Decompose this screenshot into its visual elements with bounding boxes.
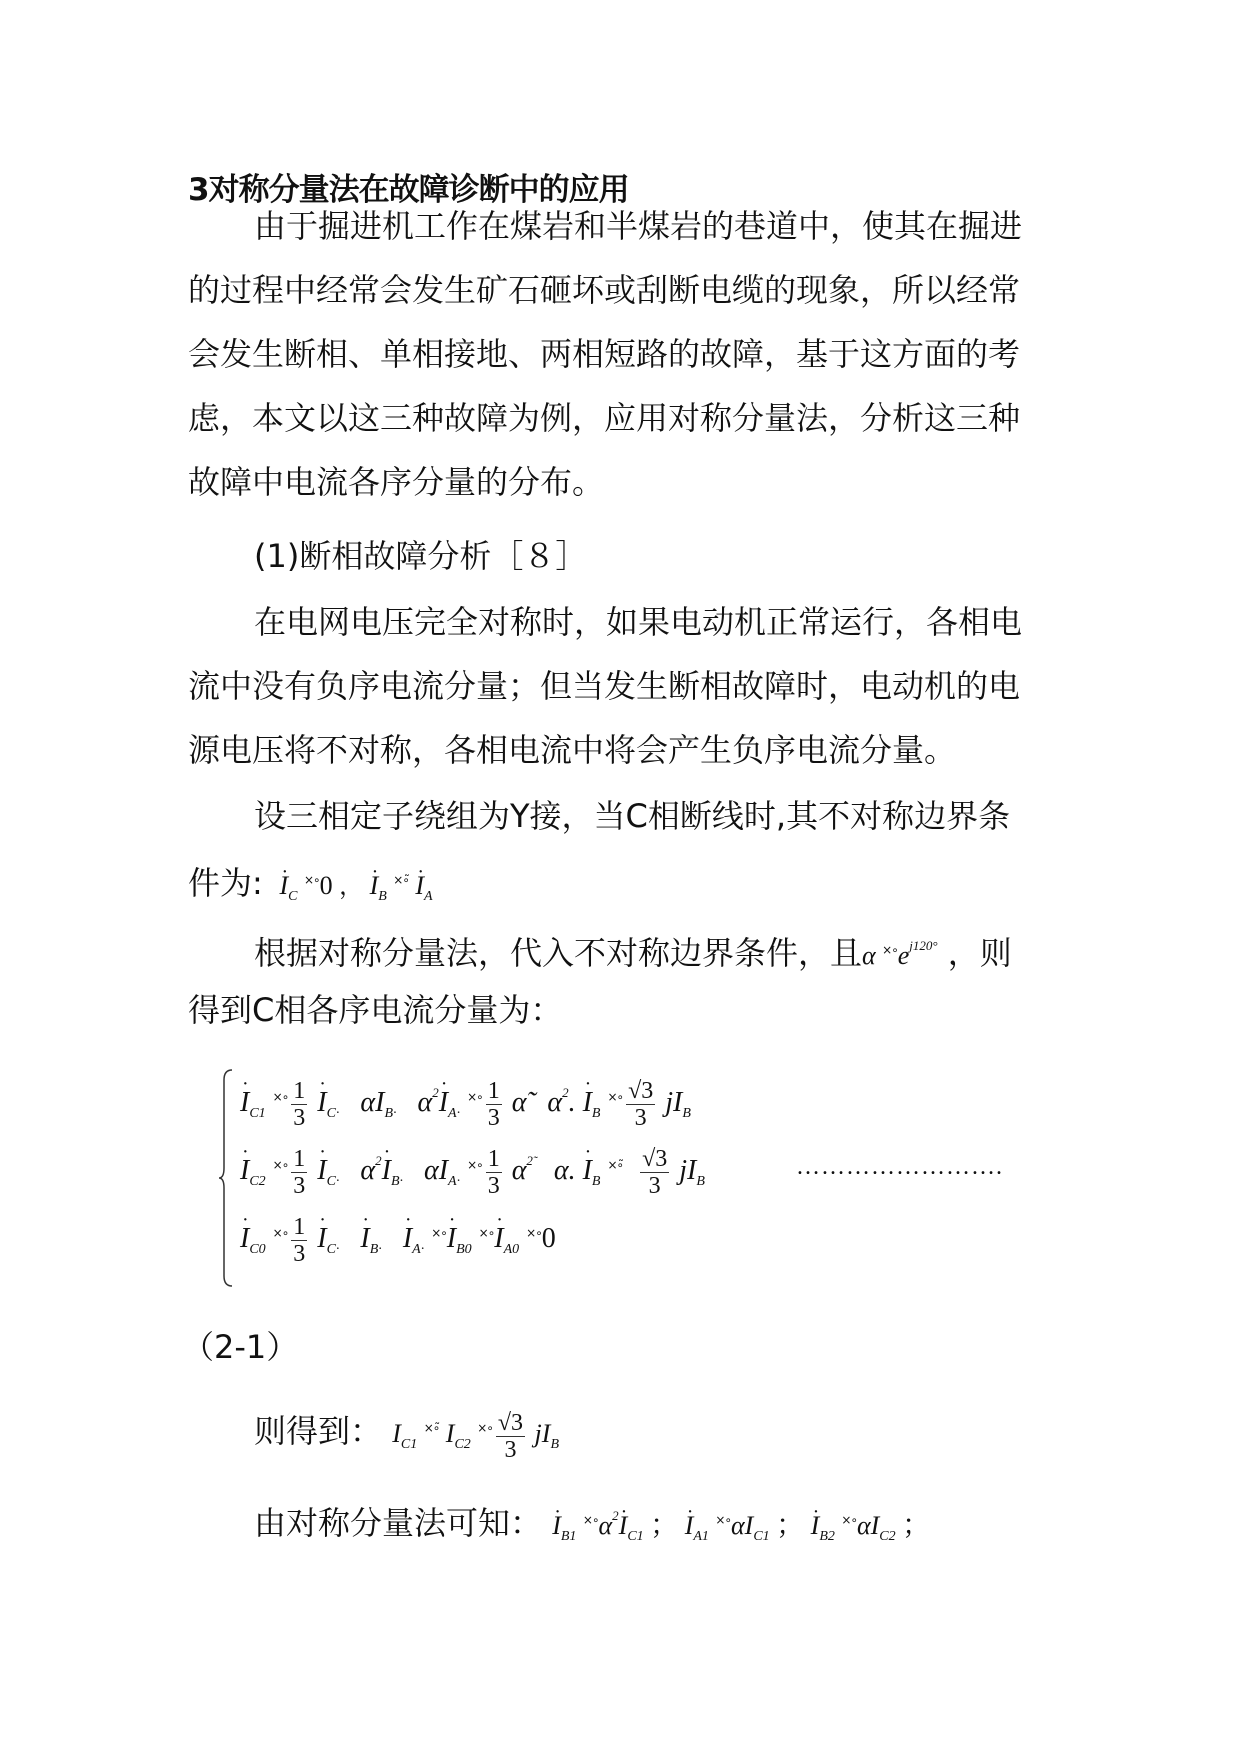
subscript: C [288, 889, 298, 904]
text-prefix: 则得到： [254, 1412, 383, 1450]
exponent: 2 [432, 1084, 439, 1100]
var: · I [382, 1155, 391, 1187]
denominator: 3 [293, 1173, 306, 1199]
intro-paragraph [188, 194, 1058, 514]
subscript: B [378, 889, 387, 904]
equals-glyph: ×∘̃ [423, 1421, 440, 1435]
var: · I [439, 1087, 448, 1119]
equals-glyph: ×∘ [841, 1513, 857, 1527]
subscript: C1 [400, 1437, 418, 1452]
subscript: C1 [627, 1529, 644, 1544]
denominator: 3 [504, 1436, 517, 1463]
var: jI [534, 1419, 551, 1448]
equals-glyph: ×∘ [607, 1089, 624, 1104]
exponent: 2̃ [526, 1152, 533, 1168]
equals-glyph: ×∘ [526, 1225, 542, 1240]
equation-number: （2-1） [182, 1328, 299, 1366]
subscript: A [424, 889, 433, 904]
equals-glyph: ×∘ [477, 1421, 493, 1435]
alpha: α [862, 941, 876, 970]
subscript: B2 [819, 1529, 835, 1544]
text-line: 源电压将不对称，各相电流中将会产生负序电流分量。 [188, 731, 957, 769]
subscript: C2 [249, 1173, 266, 1189]
equation-row-2 [240, 1146, 705, 1199]
exponent: 2 [612, 1508, 619, 1523]
equation-system [218, 1068, 1058, 1288]
value: 0 [319, 871, 333, 900]
subscript: B [591, 1173, 601, 1189]
fraction [486, 1146, 502, 1199]
text-line: 会发生断相、单相接地、两相短路的故障，基于这方面的考 [188, 335, 1021, 373]
var: · I [583, 1087, 592, 1119]
text-line: 故障中电流各序分量的分布。 [188, 463, 605, 501]
equals-glyph: ×∘ [272, 1157, 289, 1172]
equals-glyph: ×∘ [467, 1157, 483, 1172]
text-suffix: ，则 [947, 934, 1012, 972]
text-line [188, 914, 1058, 978]
var: · I [619, 1494, 628, 1558]
denominator: 3 [634, 1105, 647, 1131]
var: · I [317, 1155, 326, 1187]
subscript: A· [448, 1105, 461, 1121]
var: jI [665, 1086, 683, 1118]
fraction [486, 1078, 502, 1131]
known-relations-line [188, 1484, 1058, 1548]
subscript: C2 [879, 1529, 896, 1544]
alpha: α [598, 1511, 613, 1540]
equals-glyph: ×∘ [582, 1513, 599, 1527]
dot: . [568, 1154, 576, 1186]
denominator: 3 [487, 1173, 500, 1199]
text-line: 流中没有负序电流分量；但当发生断相故障时，电动机的电 [188, 667, 1021, 705]
separator: ； [776, 1510, 805, 1541]
fraction [640, 1146, 669, 1199]
subscript: A· [412, 1241, 425, 1257]
text-prefix: 由对称分量法可知： [254, 1504, 543, 1542]
subscript: B· [384, 1105, 397, 1121]
subscript: B [591, 1105, 601, 1121]
var: · I [403, 1223, 412, 1255]
formula-result [392, 1409, 559, 1463]
fraction [291, 1078, 307, 1131]
equals-glyph: ×∘ [882, 943, 898, 957]
var: · I [552, 1494, 561, 1558]
equals-glyph: ×∘ [478, 1225, 495, 1240]
text-prefix: 根据对称分量法，代入不对称边界条件，且 [254, 934, 863, 972]
equals-glyph: ×∘ [303, 873, 320, 887]
subscript: B0 [456, 1241, 472, 1257]
formula-relations [552, 1508, 931, 1544]
text-line: 在电网电压完全对称时，如果电动机正常运行，各相电 [254, 603, 1023, 641]
numerator: √3 [628, 1078, 654, 1104]
numerator: √3 [497, 1409, 524, 1436]
text-line: 的过程中经常会发生矿石砸坏或刮断电缆的现象，所以经常 [188, 271, 1021, 309]
var: αI [731, 1511, 754, 1540]
subscript: B· [369, 1241, 382, 1257]
var: · I [415, 854, 424, 918]
denominator: 3 [487, 1105, 500, 1131]
equals-glyph: ×∘̃ [607, 1157, 624, 1172]
text-line [188, 1396, 1058, 1463]
var: · I [685, 1494, 694, 1558]
paragraph-2 [188, 590, 1058, 782]
exponent: j120° [909, 938, 938, 953]
text-prefix: 件为: [188, 864, 263, 902]
result-line [188, 1396, 1058, 1463]
dot: . [568, 1086, 576, 1118]
var: I [445, 1419, 455, 1448]
equals-glyph: ×∘̃ [393, 873, 409, 887]
var: · I [279, 854, 288, 918]
text-line: 得到C相各序电流分量为： [188, 991, 563, 1029]
subscript: B [682, 1105, 691, 1121]
var: · I [360, 1223, 369, 1255]
var: αI [424, 1154, 449, 1186]
equals-glyph: ×∘ [467, 1089, 483, 1104]
numerator: 1 [293, 1146, 306, 1172]
numerator: 1 [487, 1078, 500, 1104]
var: I [392, 1419, 401, 1448]
alpha: α [511, 1154, 527, 1186]
formula-alpha [862, 938, 938, 970]
text-line: 由于掘进机工作在煤岩和半煤岩的巷道中，使其在掘进 [254, 207, 1023, 245]
var: · I [811, 1494, 820, 1558]
subscript: A0 [503, 1241, 520, 1257]
var: αI [360, 1086, 385, 1118]
var: · I [240, 1223, 249, 1255]
numerator: 1 [293, 1214, 306, 1240]
subscript: B· [390, 1173, 404, 1189]
left-brace [218, 1068, 234, 1288]
denominator: 3 [293, 1241, 306, 1267]
numerator: √3 [642, 1146, 668, 1172]
equals-glyph: ×∘ [431, 1225, 447, 1240]
var: · I [583, 1155, 592, 1187]
fraction [496, 1410, 525, 1463]
fraction [626, 1078, 655, 1131]
paragraph-3 [188, 784, 1058, 912]
denominator: 3 [293, 1105, 306, 1131]
alpha-tilde: α̃ [511, 1086, 527, 1118]
subscript: B1 [560, 1529, 577, 1544]
subscript: C· [326, 1241, 340, 1257]
var: · I [240, 1087, 249, 1119]
alpha: α [547, 1086, 563, 1118]
fraction [291, 1146, 307, 1199]
text-line: 虑，本文以这三种故障为例，应用对称分量法，分析这三种 [188, 399, 1021, 437]
equation-row-1 [240, 1078, 691, 1131]
text-line [188, 1484, 1058, 1548]
section-title: 3对称分量法在故障诊断中的应用 [188, 172, 629, 208]
numerator: 1 [293, 1078, 306, 1104]
var: · I [317, 1087, 326, 1119]
exponent: 2 [562, 1084, 569, 1100]
var: · I [370, 854, 379, 918]
equation-row-3 [240, 1214, 556, 1267]
subscript: C· [326, 1105, 340, 1121]
subscript: C· [326, 1173, 340, 1189]
subsection-heading: (1)断相故障分析［８］ [254, 537, 588, 575]
var: · I [447, 1223, 456, 1255]
equals-glyph: ×∘ [272, 1225, 289, 1240]
subscript: C1 [249, 1105, 266, 1121]
var: jI [679, 1154, 697, 1186]
fraction [291, 1214, 307, 1267]
subscript: C0 [249, 1241, 266, 1257]
subscript: A· [448, 1173, 461, 1189]
separator: ； [650, 1510, 679, 1541]
boundary-condition-line [188, 848, 1058, 912]
exponent: 2 [375, 1152, 382, 1168]
e: e [897, 941, 910, 970]
equals-glyph: ×∘ [715, 1513, 731, 1527]
alpha: α [417, 1086, 433, 1118]
separator: ， [339, 874, 364, 900]
subsection-heading-wrap [188, 524, 1058, 588]
var: · I [317, 1223, 326, 1255]
formula-boundary [273, 871, 433, 904]
subscript: A1 [693, 1529, 709, 1544]
var: · I [494, 1223, 503, 1255]
subscript: C2 [454, 1437, 471, 1452]
subscript: C1 [753, 1529, 770, 1544]
subscript: B [696, 1173, 705, 1189]
equals-glyph: ×∘ [272, 1089, 289, 1104]
subscript: B [550, 1437, 559, 1452]
text-line: 设三相定子绕组为Y接，当C相断线时,其不对称边界条 [254, 797, 1011, 835]
numerator: 1 [487, 1146, 500, 1172]
paragraph-4 [188, 914, 1058, 1042]
var: · I [240, 1155, 249, 1187]
alpha: α [360, 1154, 376, 1186]
denominator: 3 [648, 1173, 661, 1199]
separator: ； [902, 1510, 931, 1541]
value: 0 [541, 1222, 556, 1254]
dot-leader: ……………………. [796, 1154, 1003, 1180]
var: αI [856, 1511, 880, 1540]
alpha: α [553, 1154, 569, 1186]
